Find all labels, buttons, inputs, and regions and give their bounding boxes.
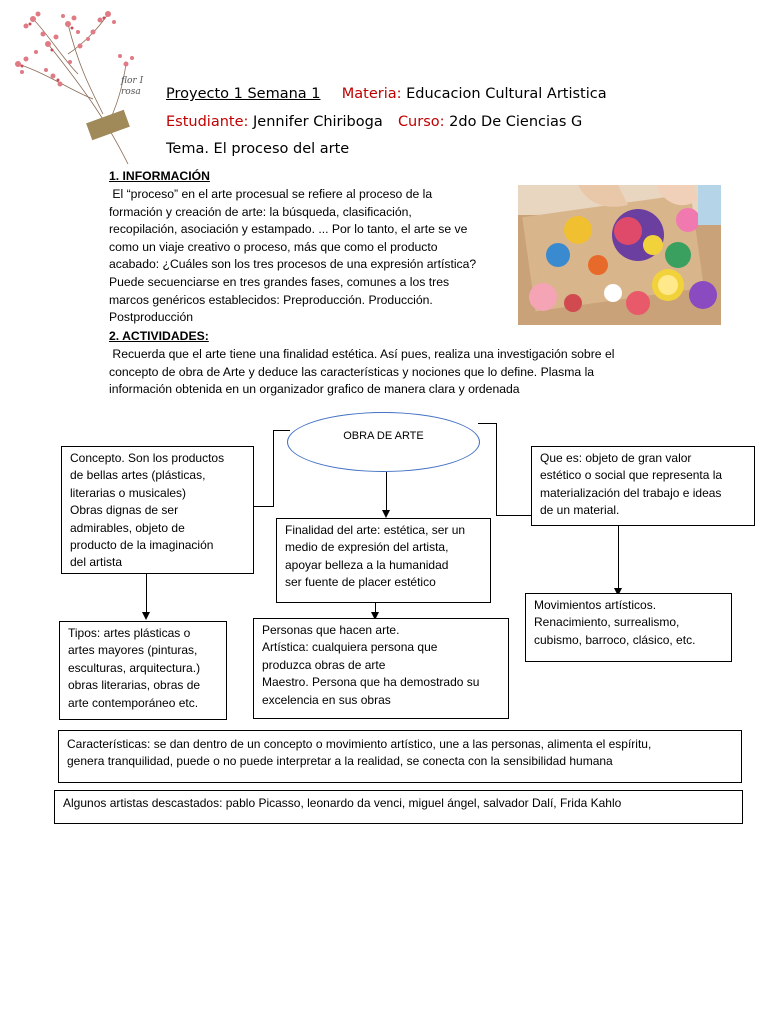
logo-text: flor I rosa [121,76,144,97]
connector [254,506,274,507]
project-title: Proyecto 1 Semana 1 [166,86,321,102]
artistas-box: Algunos artistas descastados: pablo Picasso, leonardo da venci, miguel ángel, salvador Dalí, Frida Kahlo [54,790,743,824]
section1-title: 1. INFORMACIÓN [109,169,210,183]
curso-label: Curso: [397,114,445,130]
concepto-box: Concepto. Son los productos de bellas artes (plásticas, literarias o musicales) Obras dignas de ser admirables, objeto de producto de la imaginación del artista [61,446,254,574]
arrow-head [142,612,150,620]
connector [618,526,619,590]
movimientos-box: Movimientos artísticos. Renacimiento, surrealismo, cubismo, barroco, clásico, etc. [525,593,732,662]
tema-title: Tema. El proceso del arte [166,141,350,157]
materia-label: Materia: [341,86,402,102]
estudiante-label: Estudiante: [166,114,249,130]
connector [146,574,147,614]
curso-value: 2do De Ciencias G [449,114,583,130]
connector [478,423,497,424]
connector [273,430,274,507]
header-line-2 [166,114,582,130]
materia-value: Educacion Cultural Artistica [406,86,607,102]
personas-box: Personas que hacen arte. Artística: cualquiera persona que produzca obras de arte Maestro. Persona que ha demostrado su excelencia en sus obras [253,618,509,719]
estudiante-value: Jennifer Chiriboga [253,114,383,130]
finalidad-box: Finalidad del arte: estética, ser un medio de expresión del artista, apoyar belleza a la humanidad ser fuente de placer estético [276,518,491,603]
center-ellipse [287,412,480,472]
header-line-1 [166,86,607,102]
flower-logo [8,4,163,164]
section1-text: El “proceso” en el arte procesual se refiere al proceso de la formación y creación de arte: la búsqueda, clasificación, recopilación, asociación y estampado. ... Por lo tanto, el arte se ve como un viaje creativo o proceso, más que como el producto acabado: ¿Cuáles son los tres procesos de una expresión artística? Puede secuenciarse en tres grandes fases, comunes a los tres marcos genéricos establecidos: Preproducción. Producción. Postproducción [109,187,477,325]
caracteristicas-box: Características: se dan dentro de un concepto o movimiento artístico, une a las personas, alimenta el espíritu, genera tranquilidad, puede o no puede interpretar a la realidad, se conecta con la sensibilidad humana [58,730,742,783]
connector [386,472,387,512]
section2-text: Recuerda que el arte tiene una finalidad estética. Así pues, realiza una investigación sobre el concepto de obra de Arte y deduce las características y nociones que lo define. Plasma la información obtenida en un organizador grafico de manera clara y ordenada [109,347,615,397]
que-es-box: Que es: objeto de gran valor estético o social que representa la materialización del trabajo e ideas de un material. [531,446,755,526]
art-process-photo [518,185,721,325]
connector [496,423,497,516]
tipos-box: Tipos: artes plásticas o artes mayores (pinturas, esculturas, arquitectura.) obras literarias, obras de arte contemporáneo etc. [59,621,227,720]
connector [496,515,531,516]
section2-title: 2. ACTIVIDADES: [109,329,209,343]
center-label: OBRA DE ARTE [343,430,424,442]
arrow-head [382,510,390,518]
